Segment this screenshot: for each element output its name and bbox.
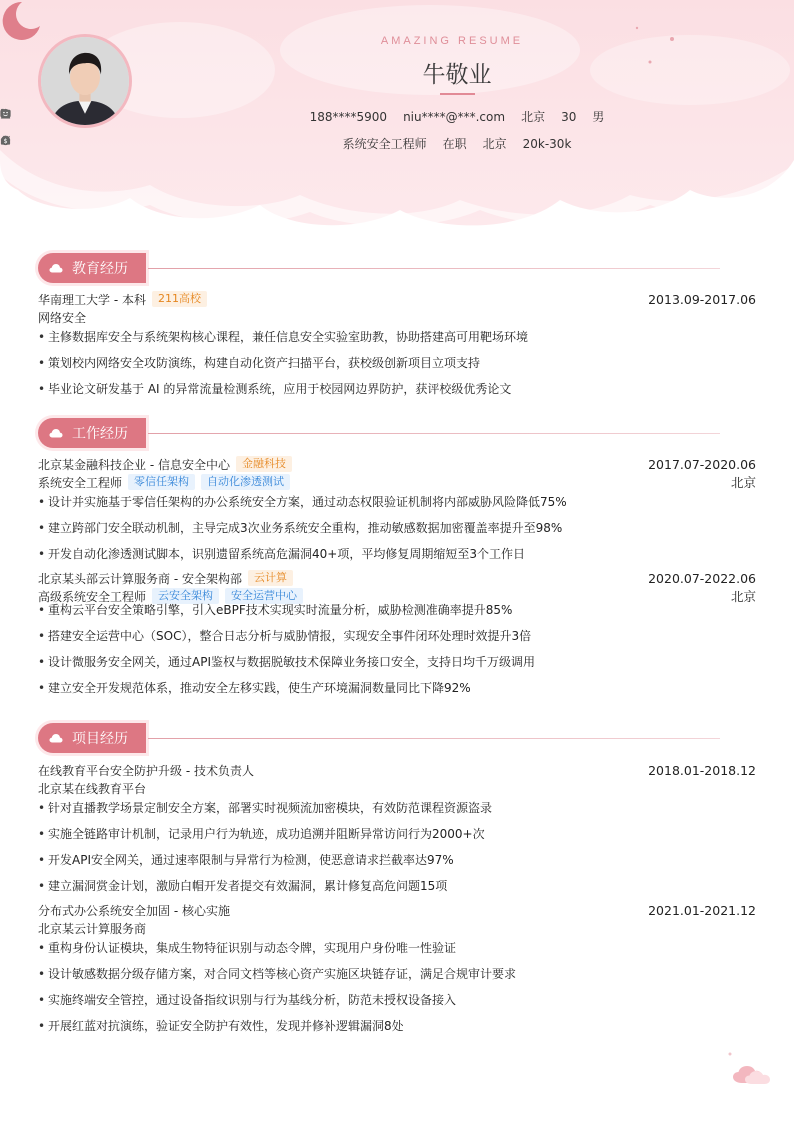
bullet-item: • 建立漏洞赏金计划，激励白帽开发者提交有效漏洞，累计修复高危问题15项 bbox=[38, 877, 447, 894]
education-date: 2013.09-2017.06 bbox=[648, 291, 756, 307]
bullet-item: • 搭建安全运营中心（SOC），整合日志分析与威胁情报，实现安全事件闭环处理时效提升3倍 bbox=[38, 627, 531, 644]
candidate-name: 牛敬业 bbox=[422, 62, 492, 88]
section-divider bbox=[148, 268, 720, 269]
bullet-item: • 毕业论文研发基于 AI 的异常流量检测系统，应用于校园网边界防护，获评校级优秀论文 bbox=[38, 380, 511, 397]
gender-text: 男 bbox=[592, 110, 605, 124]
section-title-pill bbox=[38, 723, 146, 753]
contact-info-row bbox=[0, 108, 794, 125]
project-entry bbox=[38, 901, 756, 1033]
face-icon bbox=[0, 108, 11, 119]
position-info bbox=[343, 135, 427, 152]
cloud-icon bbox=[49, 428, 63, 438]
project-org: 北京某云计算服务商 bbox=[38, 921, 147, 936]
email-text: niu****@***.com bbox=[403, 109, 506, 124]
bullet-item: • 针对直播教学场景定制安全方案，部署实时视频流加密模块，有效防范课程资源盗录 bbox=[38, 799, 492, 816]
resume-tagline: AMAZING RESUME bbox=[380, 35, 524, 47]
project-org: 北京某在线教育平台 bbox=[38, 781, 147, 796]
bullet-item: • 设计并实施基于零信任架构的办公系统安全方案，通过动态权限验证机制将内部威胁风险降低75% bbox=[38, 493, 567, 510]
section-divider bbox=[148, 738, 720, 739]
work-entry bbox=[38, 455, 756, 561]
job-info-row bbox=[0, 135, 794, 152]
projects-section bbox=[38, 723, 758, 1033]
skill-tag: 零信任架构 bbox=[128, 474, 195, 490]
svg-text:$: $ bbox=[3, 136, 8, 145]
section-title: 教育经历 bbox=[72, 261, 128, 277]
project-name: 在线教育平台安全防护升级 - 技术负责人 bbox=[38, 763, 254, 778]
bullet-item: • 实施全链路审计机制，记录用户行为轨迹，成功追溯并阻断异常访问行为2000+次 bbox=[38, 825, 485, 842]
section-header bbox=[38, 418, 758, 448]
bullet-item: • 建立跨部门安全联动机制，主导完成3次业务系统安全重构，推动敏感数据加密覆盖率提升至98% bbox=[38, 519, 562, 536]
skill-tag: 云安全架构 bbox=[152, 588, 219, 604]
bullet-item: • 重构云平台安全策略引擎，引入eBPF技术实现实时流量分析，威胁检测准确率提升85% bbox=[38, 601, 512, 618]
school-tag: 211高校 bbox=[152, 291, 207, 307]
work-city: 北京 bbox=[730, 589, 756, 604]
education-entry bbox=[38, 290, 756, 396]
bullet-item: • 开展红蓝对抗演练，验证安全防护有效性，发现并修补逻辑漏洞8处 bbox=[38, 1017, 404, 1034]
position-text: 系统安全工程师 bbox=[342, 137, 427, 151]
hometown-info bbox=[521, 108, 545, 125]
bullet-item: • 设计敏感数据分级存储方案，对合同文档等核心资产实施区块链存证，满足合规审计要求 bbox=[38, 965, 516, 982]
bullet-item: • 开发自动化渗透测试脚本，识别遗留系统高危漏洞40+项，平均修复周期缩短至3个工作日 bbox=[38, 545, 525, 562]
project-date: 2021.01-2021.12 bbox=[648, 902, 756, 918]
bullet-item: • 策划校内网络安全攻防演练，构建自动化资产扫描平台，获校级创新项目立项支持 bbox=[38, 354, 480, 371]
city-text: 北京 bbox=[482, 137, 507, 151]
section-header bbox=[38, 253, 758, 283]
cloud-icon bbox=[49, 733, 63, 743]
phone-text: 188****5900 bbox=[309, 109, 388, 124]
salary-text: 20k-30k bbox=[522, 136, 572, 151]
project-name: 分布式办公系统安全加固 - 核心实施 bbox=[38, 903, 230, 918]
work-date: 2017.07-2020.06 bbox=[648, 456, 756, 472]
status-text: 在职 bbox=[442, 137, 467, 151]
hometown-text: 北京 bbox=[521, 110, 546, 124]
work-city: 北京 bbox=[730, 475, 756, 490]
age-text: 30 bbox=[561, 109, 577, 124]
work-entry bbox=[38, 569, 756, 695]
section-title: 工作经历 bbox=[72, 426, 128, 442]
email-info bbox=[403, 110, 505, 124]
skill-tag: 自动化渗透测试 bbox=[201, 474, 290, 490]
industry-tag: 云计算 bbox=[248, 570, 293, 586]
name-divider bbox=[440, 93, 475, 95]
section-header bbox=[38, 723, 758, 753]
phone-info bbox=[310, 110, 387, 124]
bullet-item: • 开发API安全网关，通过速率限制与异常行为检测，使恶意请求拦截率达97% bbox=[38, 851, 454, 868]
cloud-icon bbox=[49, 263, 63, 273]
company-name: 北京某金融科技企业 - 信息安全中心 bbox=[38, 457, 230, 472]
bullet-item: • 建立安全开发规范体系，推动安全左移实践，使生产环境漏洞数量同比下降92% bbox=[38, 679, 471, 696]
bullet-item: • 设计微服务安全网关，通过API鉴权与数据脱敏技术保障业务接口安全，支持日均千万级调用 bbox=[38, 653, 535, 670]
status-info bbox=[443, 135, 467, 152]
bullet-item: • 主修数据库安全与系统架构核心课程，兼任信息安全实验室助教，协助搭建高可用靶场环境 bbox=[38, 328, 528, 345]
major: 网络安全 bbox=[38, 310, 87, 325]
section-title-pill bbox=[38, 418, 146, 448]
work-section bbox=[38, 418, 758, 695]
money-icon bbox=[0, 135, 11, 146]
project-date: 2018.01-2018.12 bbox=[648, 762, 756, 778]
company-name: 北京某头部云计算服务商 - 安全架构部 bbox=[38, 571, 242, 586]
school-name: 华南理工大学 - 本科 bbox=[38, 292, 146, 307]
job-title: 系统安全工程师 bbox=[38, 475, 123, 490]
project-entry bbox=[38, 761, 756, 893]
gender-info bbox=[592, 108, 604, 125]
work-date: 2020.07-2022.06 bbox=[648, 570, 756, 586]
job-title: 高级系统安全工程师 bbox=[38, 589, 147, 604]
city-info bbox=[483, 135, 507, 152]
skill-tag: 安全运营中心 bbox=[225, 588, 303, 604]
section-title: 项目经历 bbox=[72, 731, 128, 747]
section-title-pill bbox=[38, 253, 146, 283]
footer-cloud-icon bbox=[726, 1050, 786, 1086]
age-info bbox=[561, 110, 576, 124]
bullet-item: • 实施终端安全管控，通过设备指纹识别与行为基线分析，防范未授权设备接入 bbox=[38, 991, 456, 1008]
industry-tag: 金融科技 bbox=[236, 456, 292, 472]
header-banner bbox=[0, 0, 794, 232]
education-section bbox=[38, 253, 758, 396]
bullet-item: • 重构身份认证模块，集成生物特征识别与动态令牌，实现用户身份唯一性验证 bbox=[38, 939, 456, 956]
section-divider bbox=[148, 433, 720, 434]
